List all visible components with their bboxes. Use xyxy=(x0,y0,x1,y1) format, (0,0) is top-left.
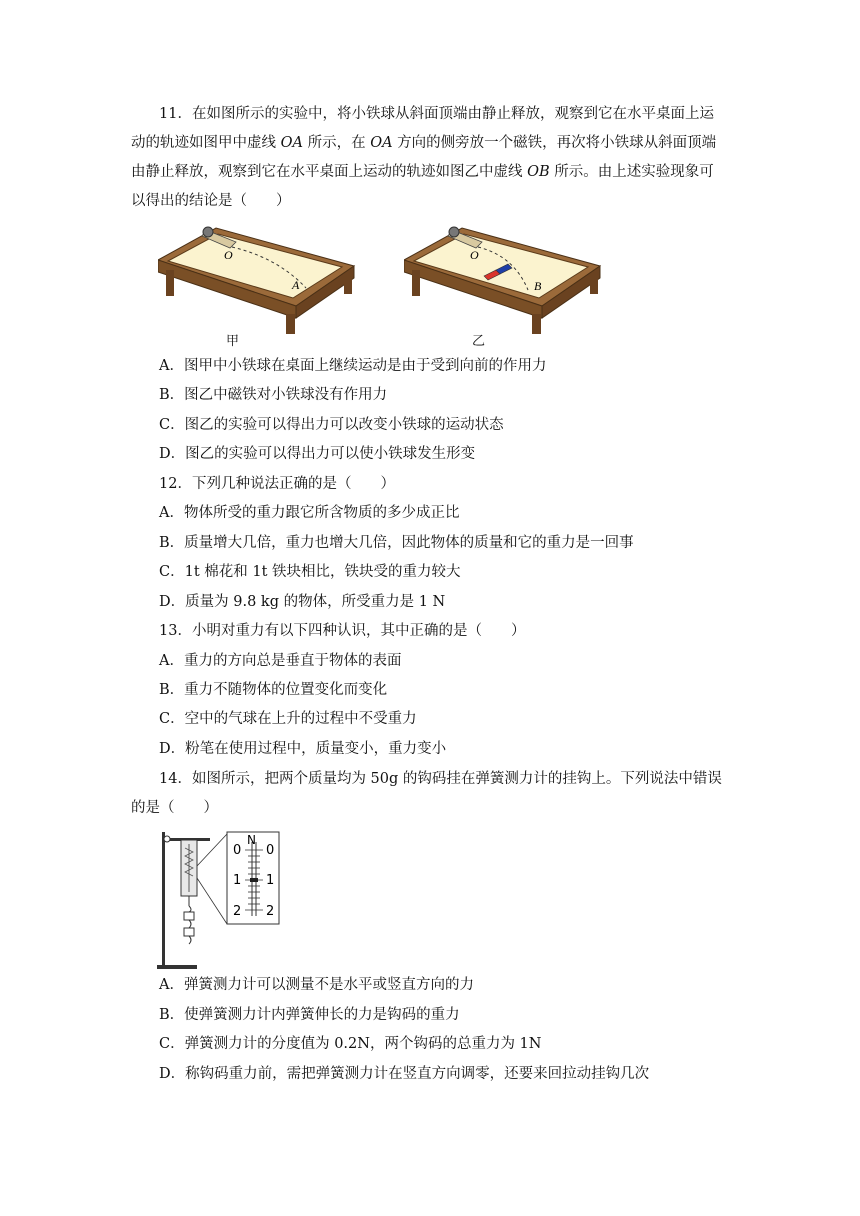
q12-option-a[interactable]: A．物体所受的重力跟它所含物质的多少成正比 xyxy=(159,505,460,521)
spring-scale-figure xyxy=(157,826,281,970)
point-o-label: O xyxy=(470,248,479,262)
q13-option-a[interactable]: A．重力的方向总是垂直于物体的表面 xyxy=(159,653,402,669)
text: 方向的侧旁放一个磁铁，再次将小铁球从斜面顶端 xyxy=(392,135,717,151)
q11-stem-line1: 11．在如图所示的实验中，将小铁球从斜面顶端由静止释放，观察到它在水平桌面上运 xyxy=(159,106,714,122)
q11-option-d[interactable]: D．图乙的实验可以得出力可以使小铁球发生形变 xyxy=(159,446,476,462)
text: 动的轨迹如图甲中虚线 xyxy=(131,135,281,151)
label-oa: OA xyxy=(280,135,303,151)
figure-jia xyxy=(158,218,358,336)
q12-stem: 12．下列几种说法正确的是（ ） xyxy=(159,476,395,492)
figure-yi xyxy=(404,218,604,336)
scale-tick-right: 0 xyxy=(266,843,275,858)
q11-stem-line2 xyxy=(131,133,716,153)
q11-option-a[interactable]: A．图甲中小铁球在桌面上继续运动是由于受到向前的作用力 xyxy=(159,358,547,374)
scale-tick-left: 0 xyxy=(233,843,242,858)
q14-stem-line2: 的是（ ） xyxy=(131,800,218,816)
text: 所示。由上述实验现象可 xyxy=(549,164,714,180)
scale-tick-left: 2 xyxy=(233,904,242,919)
figure-yi-caption: 乙 xyxy=(472,334,486,349)
q12-option-b[interactable]: B．质量增大几倍，重力也增大几倍，因此物体的质量和它的重力是一回事 xyxy=(159,535,634,551)
text: 由静止释放，观察到它在水平桌面上运动的轨迹如图乙中虚线 xyxy=(131,164,528,180)
scale-unit-label: N xyxy=(247,833,256,847)
q14-option-b[interactable]: B．使弹簧测力计内弹簧伸长的力是钩码的重力 xyxy=(159,1007,460,1023)
q11-stem-line4: 以得出的结论是（ ） xyxy=(131,193,291,209)
q13-stem: 13．小明对重力有以下四种认识，其中正确的是（ ） xyxy=(159,623,526,639)
point-b-label: B xyxy=(534,279,542,293)
label-ob: OB xyxy=(527,164,550,180)
q12-option-c[interactable]: C．1t 棉花和 1t 铁块相比，铁块受的重力较大 xyxy=(159,564,461,580)
text: 所示，在 xyxy=(302,135,371,151)
figure-jia-caption: 甲 xyxy=(226,334,240,349)
point-a-label: A xyxy=(292,278,300,292)
q12-option-d[interactable]: D．质量为 9.8 kg 的物体，所受重力是 1 N xyxy=(159,594,446,610)
point-o-label: O xyxy=(224,248,233,262)
q14-option-d[interactable]: D．称钩码重力前，需把弹簧测力计在竖直方向调零，还要来回拉动挂钩几次 xyxy=(159,1066,650,1082)
q14-option-a[interactable]: A．弹簧测力计可以测量不是水平或竖直方向的力 xyxy=(159,977,474,993)
q13-option-d[interactable]: D．粉笔在使用过程中，质量变小，重力变小 xyxy=(159,741,447,757)
q14-stem-line1: 14．如图所示，把两个质量均为 50g 的钩码挂在弹簧测力计的挂钩上。下列说法中错误 xyxy=(159,771,722,787)
scale-tick-right: 1 xyxy=(266,873,275,888)
q13-option-c[interactable]: C．空中的气球在上升的过程中不受重力 xyxy=(159,711,417,727)
q11-option-c[interactable]: C．图乙的实验可以得出力可以改变小铁球的运动状态 xyxy=(159,417,504,433)
scale-tick-right: 2 xyxy=(266,904,275,919)
q13-option-b[interactable]: B．重力不随物体的位置变化而变化 xyxy=(159,682,388,698)
scale-tick-left: 1 xyxy=(233,873,242,888)
q14-option-c[interactable]: C．弹簧测力计的分度值为 0.2N，两个钩码的总重力为 1N xyxy=(159,1036,542,1052)
q11-stem-line3 xyxy=(131,162,714,182)
label-oa: OA xyxy=(370,135,393,151)
q11-option-b[interactable]: B．图乙中磁铁对小铁球没有作用力 xyxy=(159,387,388,403)
